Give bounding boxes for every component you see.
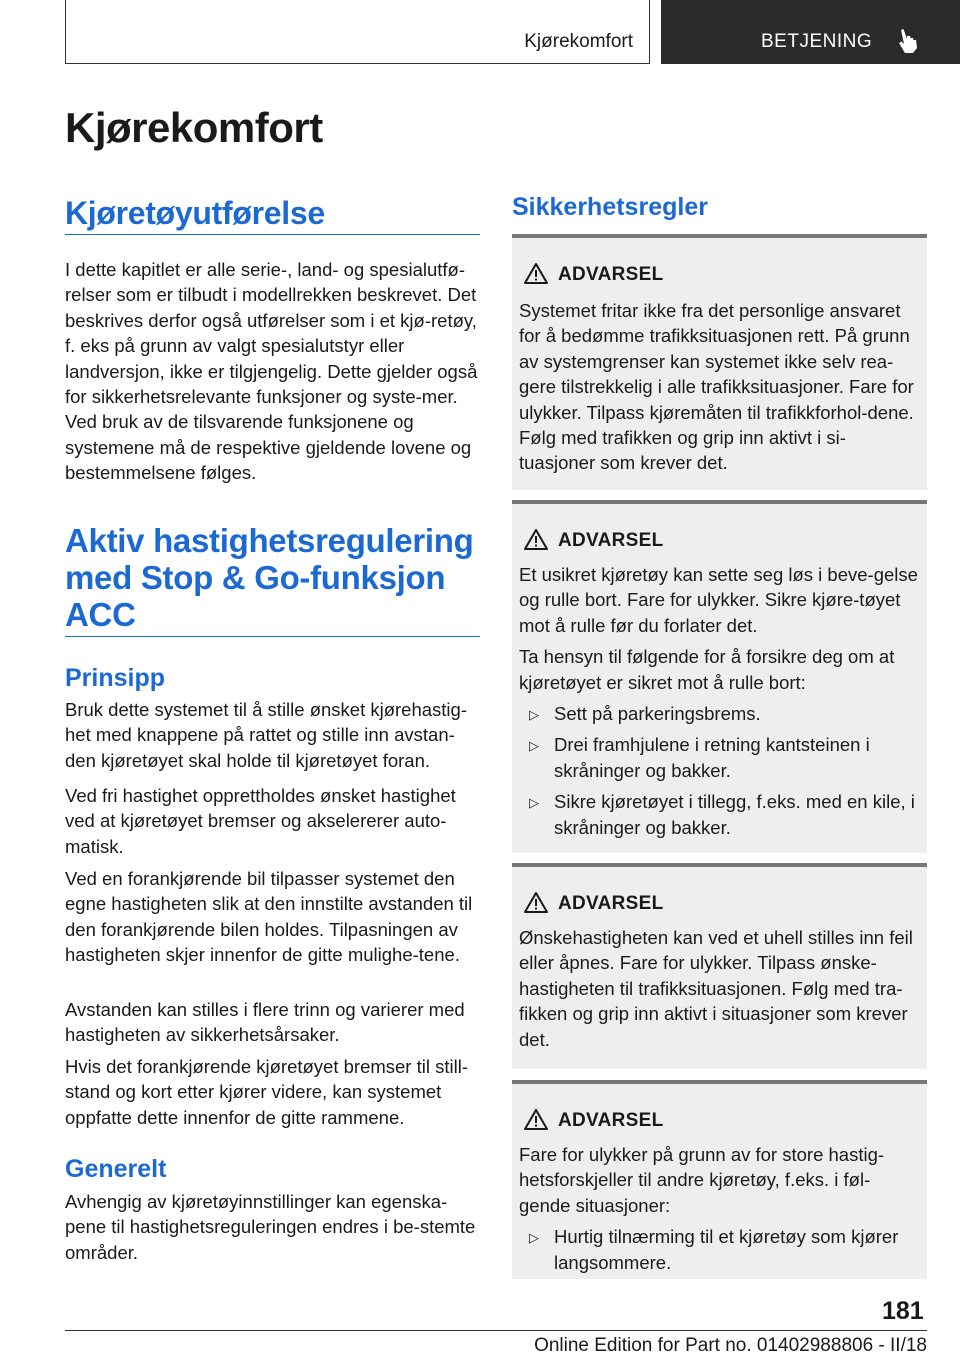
page-number: 181 bbox=[882, 1297, 924, 1325]
bullet-triangle-icon: ▷ bbox=[529, 1230, 539, 1246]
warning-header bbox=[512, 1108, 927, 1132]
paragraph-principle-3: Ved en forankjørende bil tilpasser systemet den egne hastigheten slik at den innstilte avstanden til den forankjørende bilen holdes. Tilpasningen av hastigheten skjer innenfor de gitte mulighe-tene. bbox=[65, 868, 473, 966]
warning-label: ADVARSEL bbox=[558, 530, 664, 551]
warning-text: Ønskehastigheten kan ved et uhell stilles inn feil eller åpnes. Fare for ulykker. Tilpass ønske-hastigheten til trafikksituasjonen. Følg med tra-fikken og grip inn aktivt i situasjoner som krever det. bbox=[519, 927, 913, 1050]
list-item bbox=[519, 789, 921, 840]
list-item-text: Hurtig tilnærming til et kjøretøy som kjører langsommere. bbox=[554, 1226, 899, 1273]
warning-triangle-icon bbox=[523, 528, 549, 551]
list-item bbox=[519, 732, 921, 783]
warning-header bbox=[512, 528, 927, 552]
paragraph-general: Avhengig av kjøretøyinnstillinger kan egenska-pene til hastighetsreguleringen endres i be-stemte områder. bbox=[65, 1191, 476, 1263]
page-title: Kjørekomfort bbox=[65, 104, 323, 151]
warning-box bbox=[512, 234, 927, 490]
warning-triangle-icon bbox=[523, 891, 549, 914]
heading-rule bbox=[65, 636, 480, 637]
list-item-text: Drei framhjulene i retning kantsteinen i skråninger og bakker. bbox=[554, 734, 870, 781]
warning-text: Fare for ulykker på grunn av for store hastig-hetsforskjeller til andre kjøretøy, f.eks. i føl-gende situasjoner: bbox=[519, 1144, 885, 1216]
bullet-triangle-icon: ▷ bbox=[529, 795, 539, 811]
paragraph-equipment: I dette kapitlet er alle serie-, land- og spesialutfø-relser som er tilbudt i modellrekken beskrevet. Det beskrives derfor også utførelser som i et kjø-retøy, f. eks på grunn av valgt spesialutstyr eller landversjon, ikke er tilgjengelig. Dette gjelder også for sikkerhetsrelevante funksjoner og syste-mer. Ved bruk av de tilsvarende funksjonene og systemene må de respektive gjeldende lovene og bestemmelsene følges. bbox=[65, 259, 478, 484]
header-section-tab bbox=[65, 0, 650, 64]
warning-box bbox=[512, 1080, 927, 1279]
warning-text: Et usikret kjøretøy kan sette seg løs i beve-gelse og rulle bort. Fare for ulykker. Sikre kjøre-tøyet mot å rulle før du forlater det. bbox=[519, 564, 918, 636]
heading-vehicle-equipment: Kjøretøyutførelse bbox=[65, 195, 325, 231]
warning-box bbox=[512, 500, 927, 853]
warning-content bbox=[519, 1142, 921, 1281]
heading-principle: Prinsipp bbox=[65, 664, 166, 692]
warning-text: Systemet fritar ikke fra det personlige ansvaret for å bedømme trafikksituasjonen rett. På grunn av systemgrenser kan systemet ikke selv rea-gere tilstrekkelig i alle trafikksituasjoner. Fare for ulykker. Tilpass kjøremåten til trafikkforhol-dene. Følg med trafikken og grip inn aktivt i si-tuasjoner som krever det. bbox=[519, 300, 914, 474]
heading-acc-line1: Aktiv hastighetsregulering bbox=[65, 522, 474, 559]
paragraph-principle-5: Hvis det forankjørende kjøretøyet bremser til still-stand og kort etter kjører videre, kan systemet oppfatte dette innenfor de gitte rammene. bbox=[65, 1056, 468, 1128]
warning-triangle-icon bbox=[523, 1108, 549, 1131]
bullet-list bbox=[519, 1224, 921, 1275]
warning-box bbox=[512, 863, 927, 1069]
warning-label: ADVARSEL bbox=[558, 893, 664, 914]
paragraph-principle-4: Avstanden kan stilles i flere trinn og varierer med hastigheten av sikkerhetsårsaker. bbox=[65, 999, 465, 1046]
heading-general: Generelt bbox=[65, 1155, 167, 1183]
paragraph-principle-1: Bruk dette systemet til å stille ønsket kjørehastig-het med knappene på rattet og stille inn avstan-den kjøretøyet skal holde til kjøretøyet foran. bbox=[65, 699, 467, 771]
heading-acc-line2: med Stop & Go-funksjon bbox=[65, 559, 446, 596]
warning-label: ADVARSEL bbox=[558, 1110, 664, 1131]
hand-pointer-icon bbox=[897, 28, 919, 54]
heading-safety-rules: Sikkerhetsregler bbox=[512, 193, 708, 221]
footer-edition: Online Edition for Part no. 01402988806 - II/18 bbox=[534, 1335, 927, 1356]
heading-rule bbox=[65, 234, 480, 235]
bullet-triangle-icon: ▷ bbox=[529, 707, 539, 723]
heading-acc-line3: ACC bbox=[65, 596, 136, 633]
header-chapter-label: BETJENING bbox=[761, 31, 873, 52]
bullet-triangle-icon: ▷ bbox=[529, 738, 539, 754]
list-item-text: Sett på parkeringsbrems. bbox=[554, 703, 761, 725]
warning-text: Ta hensyn til følgende for å forsikre deg om at kjøretøyet er sikret mot å rulle bort: bbox=[519, 646, 895, 693]
warning-label: ADVARSEL bbox=[558, 264, 664, 285]
warning-header bbox=[512, 262, 927, 286]
list-item bbox=[519, 701, 921, 726]
list-item-text: Sikre kjøretøyet i tillegg, f.eks. med en kile, i skråninger og bakker. bbox=[554, 791, 915, 838]
list-item bbox=[519, 1224, 921, 1275]
warning-header bbox=[512, 891, 927, 915]
footer-rule bbox=[65, 1330, 927, 1331]
paragraph-principle-2: Ved fri hastighet opprettholdes ønsket hastighet ved at kjøretøyet bremser og akselererer auto-matisk. bbox=[65, 785, 456, 857]
bullet-list bbox=[519, 701, 921, 840]
header-section-label: Kjørekomfort bbox=[524, 31, 633, 52]
warning-content bbox=[519, 562, 921, 846]
warning-triangle-icon bbox=[523, 262, 549, 285]
